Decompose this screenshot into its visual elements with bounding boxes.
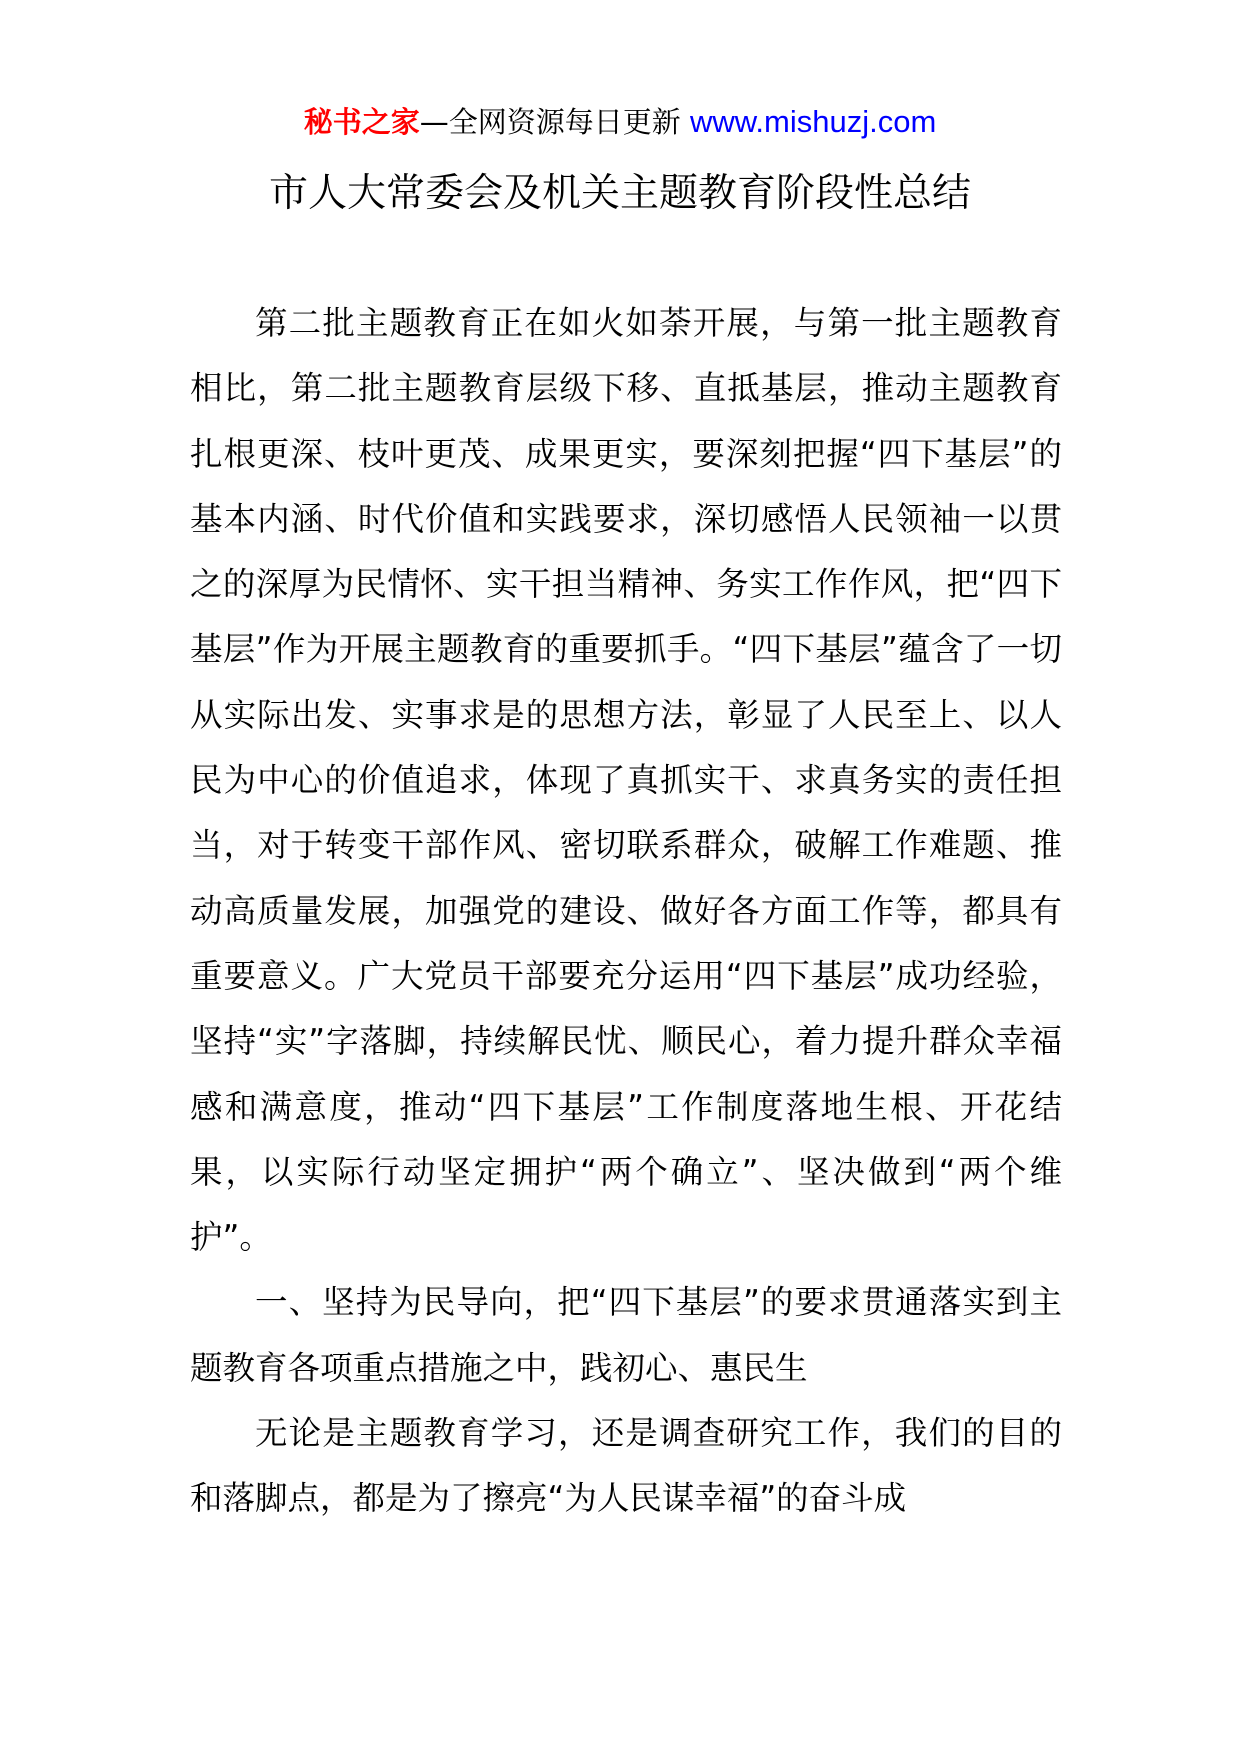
page-header bbox=[0, 100, 1240, 144]
brand-name: 秘书之家 bbox=[303, 105, 420, 139]
site-url: www.mishuzj.com bbox=[689, 104, 937, 139]
header-tagline: —全网资源每日更新 bbox=[419, 105, 681, 139]
document-title: 市人大常委会及机关主题教育阶段性总结 bbox=[268, 171, 971, 216]
document-body bbox=[190, 291, 1062, 1532]
body-paragraph-section-1: 无论是主题教育学习，还是调查研究工作，我们的目的和落脚点，都是为了擦亮“为人民谋幸福”的奋斗成 bbox=[190, 1414, 1062, 1518]
section-heading-1: 一、坚持为民导向，把“四下基层”的要求贯通落实到主题教育各项重点措施之中，践初心、惠民生 bbox=[190, 1283, 1062, 1387]
body-paragraph-intro: 第二批主题教育正在如火如荼开展，与第一批主题教育相比，第二批主题教育层级下移、直抵基层，推动主题教育扎根更深、枝叶更茂、成果更实，要深刻把握“四下基层”的基本内涵、时代价值和实践要求，深切感悟人民领袖一以贯之的深厚为民情怀、实干担当精神、务实工作作风，把“四下基层”作为开展主题教育的重要抓手。“四下基层”蕴含了一切从实际出发、实事求是的思想方法，彰显了人民至上、以人民为中心的价值追求，体现了真抓实干、求真务实的责任担当，对于转变干部作风、密切联系群众，破解工作难题、推动高质量发展，加强党的建设、做好各方面工作等，都具有重要意义。广大党员干部要充分运用“四下基层”成功经验，坚持“实”字落脚，持续解民忧、顺民心，着力提升群众幸福感和满意度，推动“四下基层”工作制度落地生根、开花结果，以实际行动坚定拥护“两个确立”、坚决做到“两个维护”。 bbox=[190, 304, 1062, 1257]
